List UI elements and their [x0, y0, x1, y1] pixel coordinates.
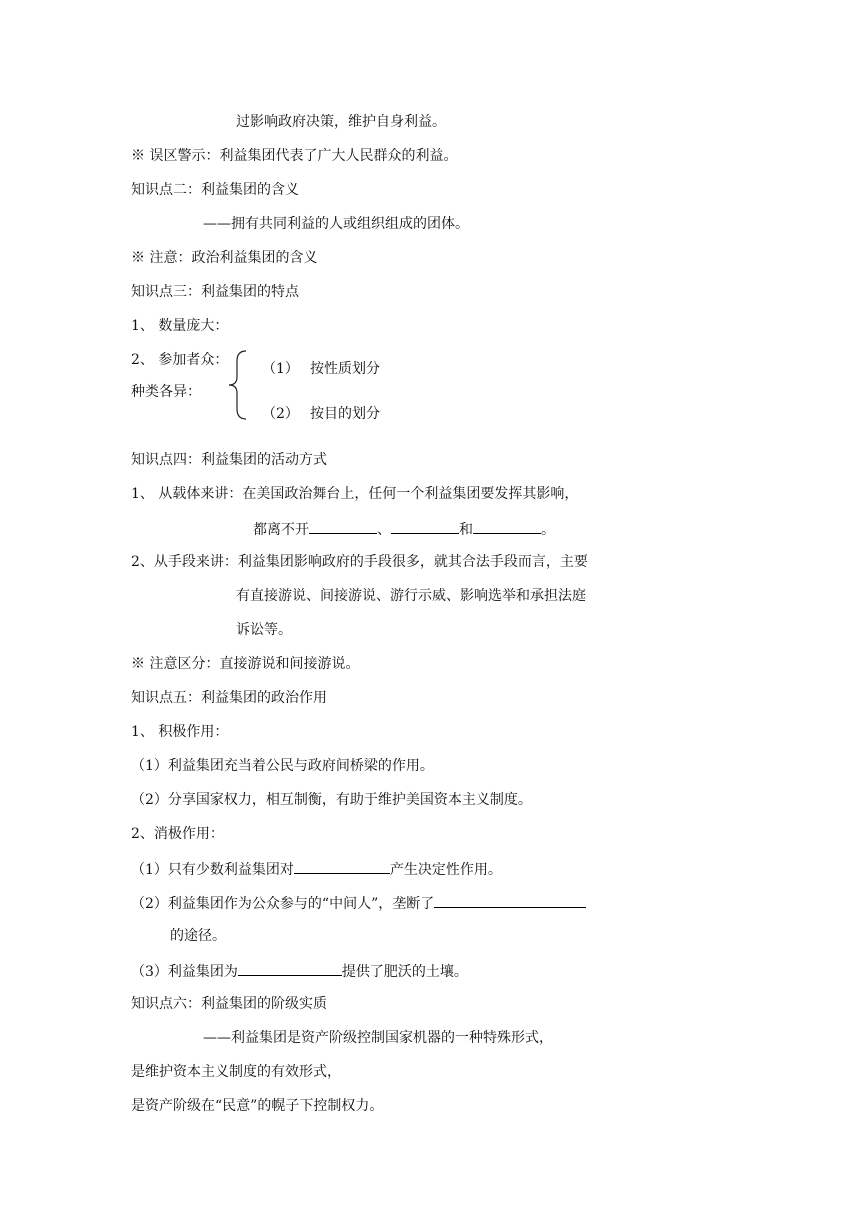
negative-role-3: [131, 960, 468, 982]
period: 。: [541, 522, 555, 538]
negative-role-1-text: （1）只有少数利益集团对: [131, 862, 294, 878]
negative-role-2-text: （2）利益集团作为公众参与的“中间人”，垄断了: [131, 896, 435, 912]
misconception-warning: ※ 误区警示：利益集团代表了广大人民群众的利益。: [131, 148, 458, 164]
feature-item-2: 2、 参加者众：: [131, 352, 229, 368]
section-heading-5: 知识点五：利益集团的政治作用: [131, 690, 327, 706]
section-heading-6: 知识点六：利益集团的阶级实质: [131, 996, 327, 1012]
negative-role-2: [131, 892, 586, 914]
note-line: ※ 注意：政治利益集团的含义: [131, 250, 318, 266]
negative-role-1-tail: 产生决定性作用。: [389, 862, 502, 878]
activity-item-2-end: 诉讼等。: [236, 622, 292, 638]
classification-by-nature: 按性质划分: [310, 361, 380, 377]
answer-blank[interactable]: [434, 892, 586, 908]
essence-line-1: ——利益集团是资产阶级控制国家机器的一种特殊形式，: [203, 1030, 553, 1046]
answer-blank[interactable]: [294, 858, 390, 874]
negative-role-2-cont: 的途径。: [170, 928, 226, 944]
answer-blank[interactable]: [309, 518, 377, 534]
classification-by-purpose: 按目的划分: [310, 406, 380, 422]
note-distinguish: ※ 注意区分：直接游说和间接游说。: [131, 656, 360, 672]
positive-role-1: （1）利益集团充当着公民与政府间桥梁的作用。: [131, 758, 434, 774]
answer-blank[interactable]: [391, 518, 459, 534]
section-heading-2: 知识点二：利益集团的含义: [131, 182, 299, 198]
positive-role-heading: 1、 积极作用：: [131, 724, 229, 740]
negative-role-3-tail: 提供了肥沃的土壤。: [341, 964, 468, 980]
classification-number-1: （1）: [262, 361, 299, 377]
negative-role-heading: 2、消极作用：: [131, 826, 224, 842]
classification-number-2: （2）: [262, 406, 299, 422]
essence-line-2: 是维护资本主义制度的有效形式，: [131, 1064, 341, 1080]
negative-role-1: [131, 858, 502, 880]
curly-brace: [226, 349, 248, 421]
fill-in-prefix: 都离不开: [253, 522, 309, 538]
feature-item-3: 种类各异：: [131, 384, 201, 400]
positive-role-2: （2）分享国家权力，相互制衡，有助于维护美国资本主义制度。: [131, 792, 532, 808]
section-heading-3: 知识点三：利益集团的特点: [131, 284, 299, 300]
answer-blank[interactable]: [238, 960, 342, 976]
fill-in-line: [253, 518, 555, 540]
essence-line-3: 是资产阶级在“民意”的幌子下控制权力。: [131, 1098, 384, 1114]
activity-item-1: 1、 从载体来讲：在美国政治舞台上，任何一个利益集团要发挥其影响，: [131, 486, 579, 502]
negative-role-3-text: （3）利益集团为: [131, 964, 238, 980]
feature-item-1: 1、 数量庞大：: [131, 318, 229, 334]
conjunction: 和: [459, 522, 473, 538]
activity-item-2-cont: 有直接游说、间接游说、游行示威、影响选举和承担法庭: [236, 588, 586, 604]
continuation-line: 过影响政府决策，维护自身利益。: [236, 114, 446, 130]
section-heading-4: 知识点四：利益集团的活动方式: [131, 452, 327, 468]
separator: 、: [377, 522, 391, 538]
answer-blank[interactable]: [473, 518, 541, 534]
activity-item-2: 2、从手段来讲：利益集团影响政府的手段很多，就其合法手段而言，主要: [131, 554, 588, 570]
definition-line: ——拥有共同利益的人或组织组成的团体。: [203, 216, 469, 232]
